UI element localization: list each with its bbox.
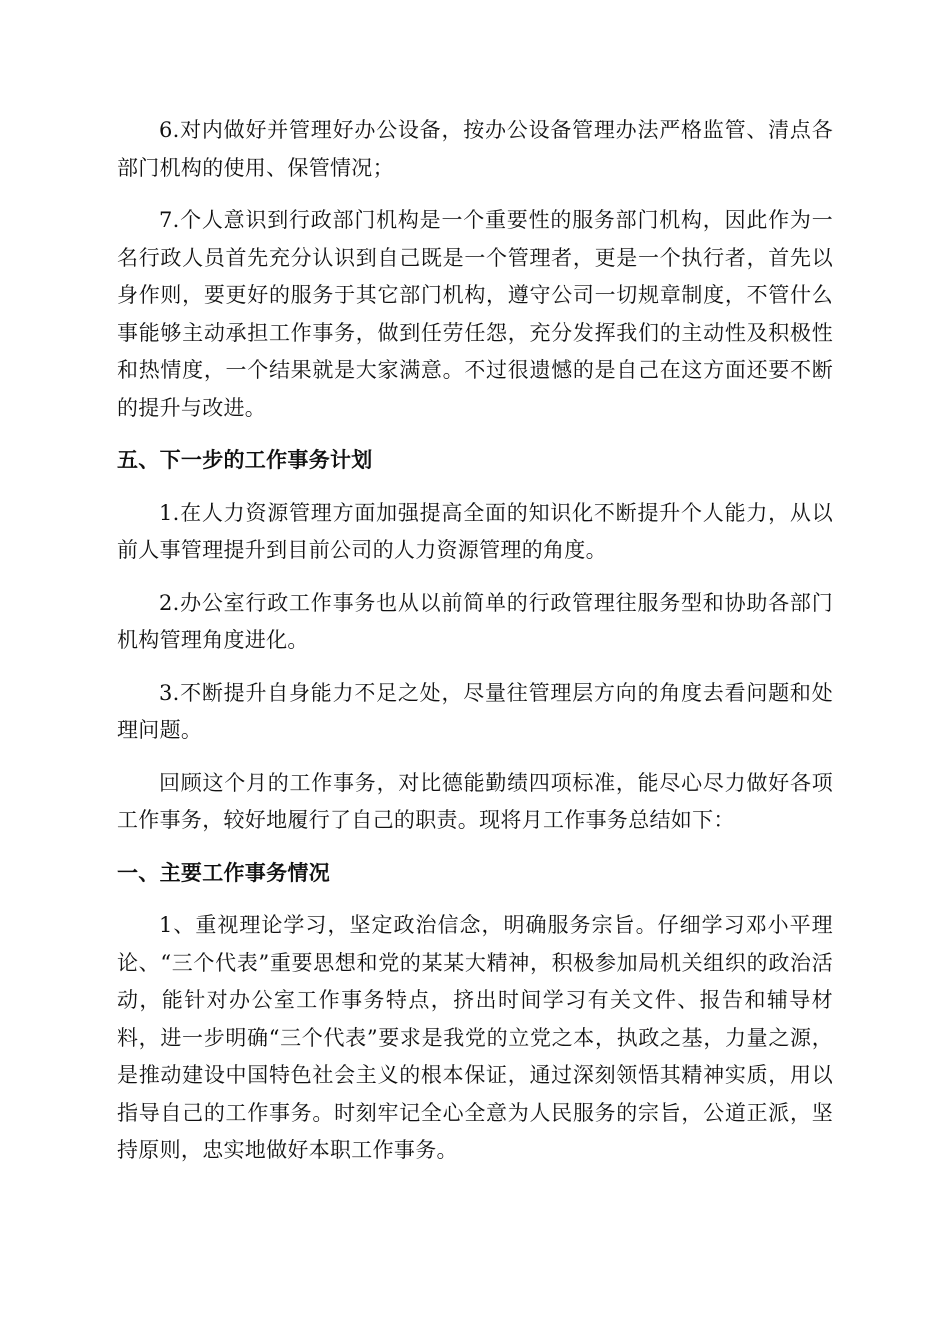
paragraph-item-7: 7.个人意识到行政部门机构是一个重要性的服务部门机构，因此作为一名行政人员首先充分认识到自己既是一个管理者，更是一个执行者，首先以身作则，要更好的服务于其它部门机构，遵守公司一切规章制度，不管什么事能够主动承担工作事务，做到任劳任怨，充分发挥我们的主动性及积极性和热情度，一个结果就是大家满意。不过很遗憾的是自己在这方面还要不断的提升与改进。 bbox=[117, 208, 833, 420]
paragraph-plan-3: 3.不断提升自身能力不足之处，尽量往管理层方向的角度去看问题和处理问题。 bbox=[117, 680, 833, 742]
paragraph-plan-1: 1.在人力资源管理方面加强提高全面的知识化不断提升个人能力，从以前人事管理提升到目前公司的人力资源管理的角度。 bbox=[117, 500, 833, 562]
paragraph-item-6: 6.对内做好并管理好办公设备，按办公设备管理办法严格监管、清点各部门机构的使用、保管情况； bbox=[117, 118, 833, 180]
paragraph-plan-2: 2.办公室行政工作事务也从以前简单的行政管理往服务型和协助各部门机构管理角度进化。 bbox=[117, 590, 833, 652]
paragraph-main-work-1: 1、重视理论学习，坚定政治信念，明确服务宗旨。仔细学习邓小平理论、“三个代表”重要思想和党的某某大精神，积极参加局机关组织的政治活动，能针对办公室工作事务特点，挤出时间学习有关文件、报告和辅导材料，进一步明确“三个代表”要求是我党的立党之本，执政之基，力量之源，是推动建设中国特色社会主义的根本保证，通过深刻领悟其精神实质，用以指导自己的工作事务。时刻牢记全心全意为人民服务的宗旨，公道正派，坚持原则，忠实地做好本职工作事务。 bbox=[117, 913, 833, 1162]
paragraph-review-intro: 回顾这个月的工作事务，对比德能勤绩四项标准，能尽心尽力做好各项工作事务，较好地履行了自己的职责。现将月工作事务总结如下： bbox=[117, 770, 833, 832]
section-heading-next-plan: 五、下一步的工作事务计划 bbox=[117, 448, 373, 472]
section-heading-main-work: 一、主要工作事务情况 bbox=[117, 860, 330, 885]
document-page bbox=[117, 112, 833, 1185]
